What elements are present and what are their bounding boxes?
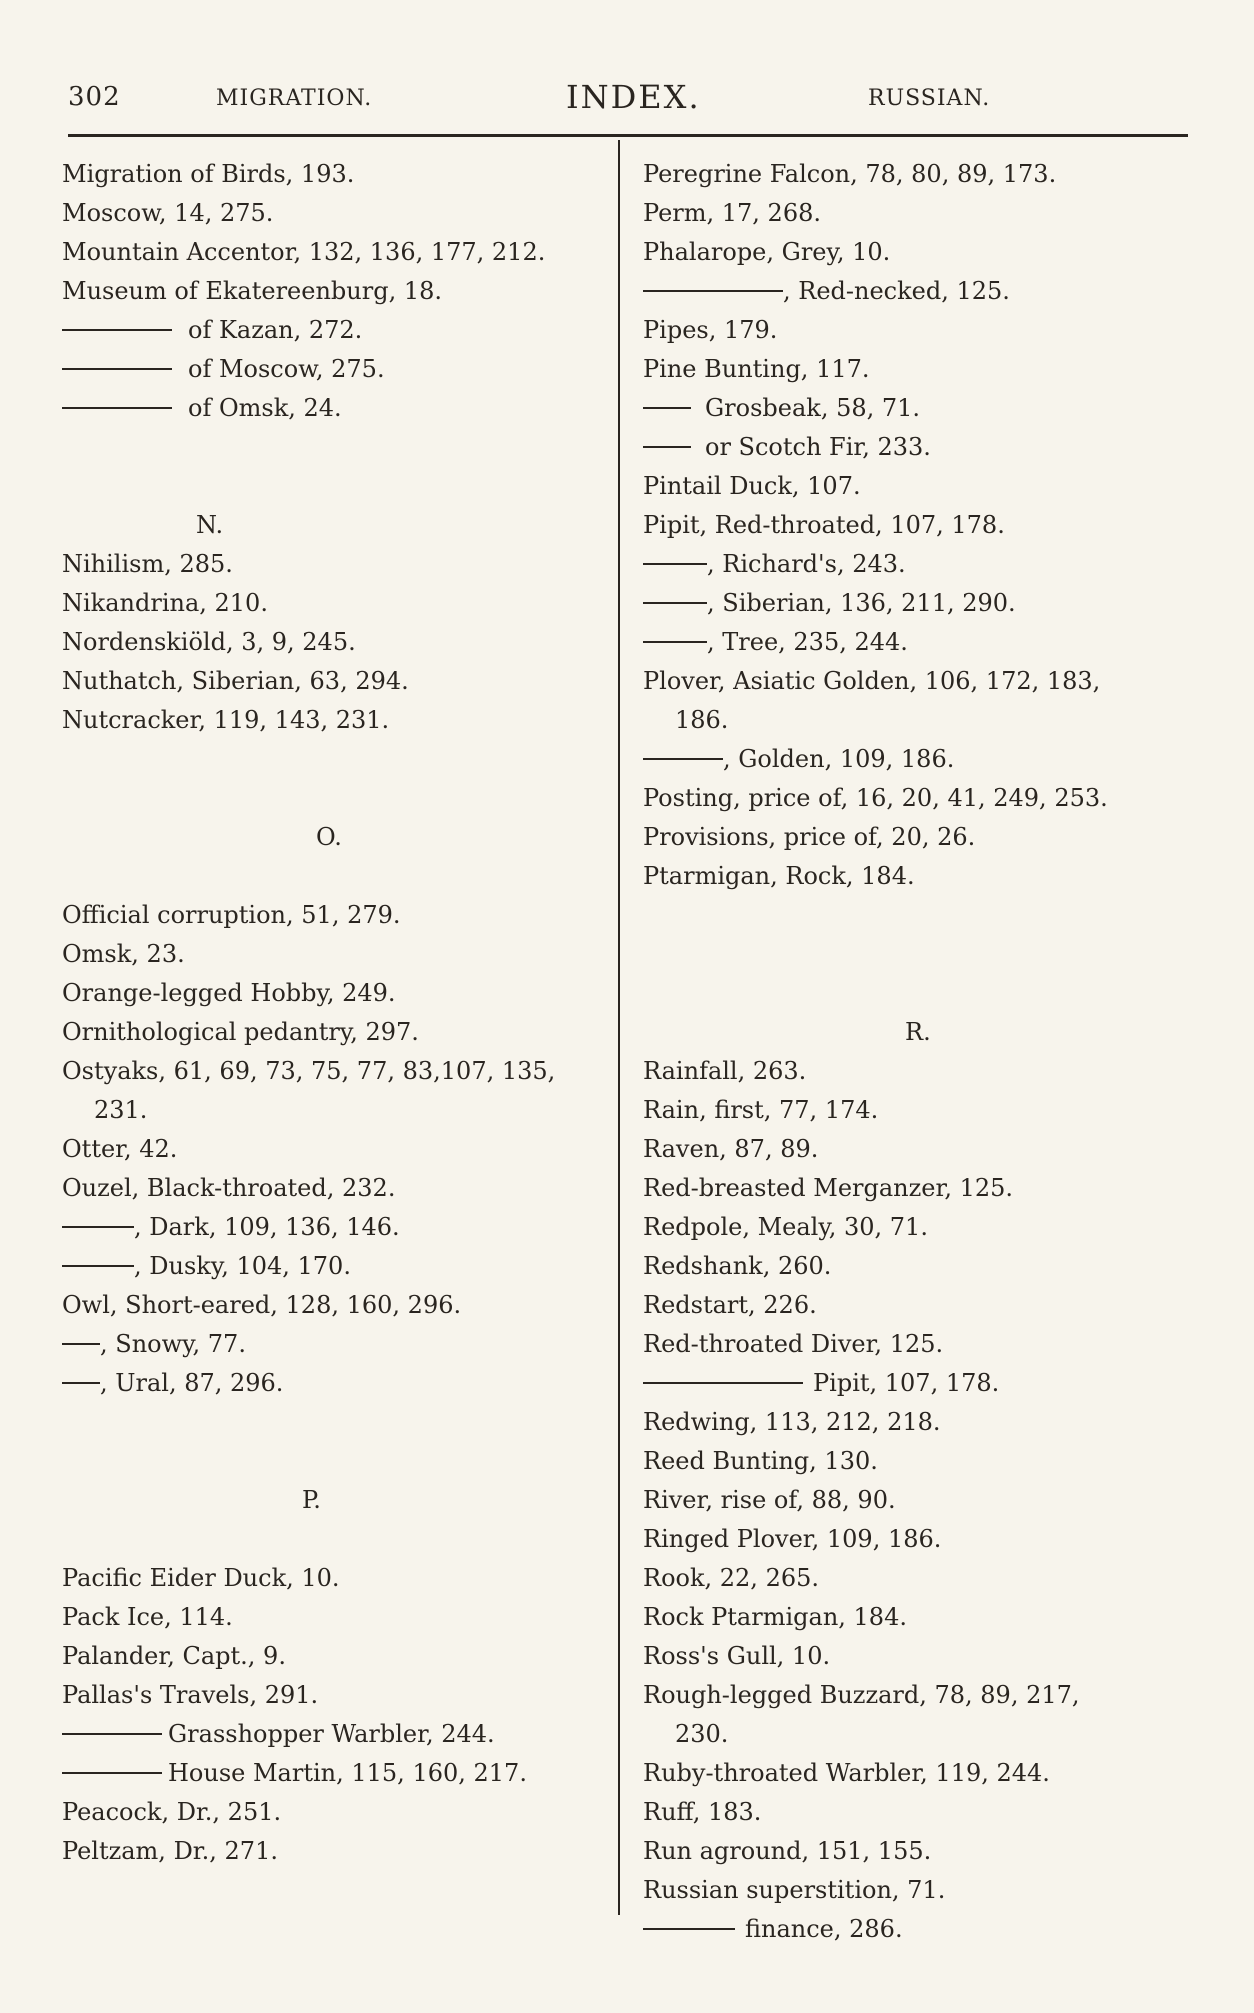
index-entry: Pipit, 107, 178. <box>643 1364 1183 1403</box>
index-entry: Ostyaks, 61, 69, 73, 75, 77, 83,107, 135, <box>62 1057 556 1085</box>
index-entry: Plover, Asiatic Golden, 106, 172, 183, <box>643 667 1101 695</box>
column-divider <box>618 140 620 1915</box>
index-entry: Redstart, 226. <box>643 1291 817 1319</box>
index-entry: Museum of Ekatereenburg, 18. <box>62 277 442 305</box>
index-entry: Nuthatch, Siberian, 63, 294. <box>62 667 409 695</box>
index-entry: Ptarmigan, Rock, 184. <box>643 862 915 890</box>
index-entry: Pack Ice, 114. <box>62 1603 233 1631</box>
index-entry: Provisions, price of, 20, 26. <box>643 823 976 851</box>
index-entry: Owl, Short-eared, 128, 160, 296. <box>62 1291 462 1319</box>
section-letter-p: P. <box>302 1486 321 1514</box>
index-entry: , Golden, 109, 186. <box>643 740 1183 779</box>
index-entry: Nordenskiöld, 3, 9, 245. <box>62 628 356 656</box>
index-entry: Pintail Duck, 107. <box>643 472 861 500</box>
index-entry: Rock Ptarmigan, 184. <box>643 1603 907 1631</box>
index-entry: Run aground, 151, 155. <box>643 1837 932 1865</box>
index-entry: Grosbeak, 58, 71. <box>643 389 1183 428</box>
index-entry: , Dark, 109, 136, 146. <box>62 1208 602 1247</box>
index-entry-continuation: 230. <box>675 1720 729 1748</box>
index-entry: , Snowy, 77. <box>62 1325 602 1364</box>
index-entry: of Moscow, 275. <box>62 350 602 389</box>
index-entry: Rain, first, 77, 174. <box>643 1096 879 1124</box>
index-entry: Perm, 17, 268. <box>643 199 821 227</box>
header-rule <box>68 134 1188 137</box>
index-entry: or Scotch Fir, 233. <box>643 428 1183 467</box>
index-entry: Migration of Birds, 193. <box>62 160 355 188</box>
index-entry: , Richard's, 243. <box>643 545 1183 584</box>
index-entry: Peacock, Dr., 251. <box>62 1798 282 1826</box>
index-entry: , Tree, 235, 244. <box>643 623 1183 662</box>
index-entry: Nikandrina, 210. <box>62 589 268 617</box>
index-entry: , Siberian, 136, 211, 290. <box>643 584 1183 623</box>
index-entry: Redpole, Mealy, 30, 71. <box>643 1213 928 1241</box>
index-entry: of Kazan, 272. <box>62 311 602 350</box>
index-entry: Reed Bunting, 130. <box>643 1447 878 1475</box>
index-entry: Orange-legged Hobby, 249. <box>62 979 396 1007</box>
index-entry-continuation: 186. <box>675 706 729 734</box>
index-entry: Rook, 22, 265. <box>643 1564 820 1592</box>
index-entry: , Red-necked, 125. <box>643 272 1183 311</box>
index-entry: Pipes, 179. <box>643 316 778 344</box>
index-entry: of Omsk, 24. <box>62 389 602 428</box>
page-header <box>0 0 1254 125</box>
right-running-head: RUSSIAN. <box>868 86 991 111</box>
index-entry: Pacific Eider Duck, 10. <box>62 1564 340 1592</box>
index-entry: Grasshopper Warbler, 244. <box>62 1715 602 1754</box>
index-entry: Nihilism, 285. <box>62 550 233 578</box>
index-entry: Ruby-throated Warbler, 119, 244. <box>643 1759 1050 1787</box>
index-entry: Peltzam, Dr., 271. <box>62 1837 278 1865</box>
index-entry: Redshank, 260. <box>643 1252 832 1280</box>
index-column-right <box>643 155 1183 1949</box>
index-column-left <box>62 155 602 1871</box>
index-entry: Official corruption, 51, 279. <box>62 901 401 929</box>
index-entry: Posting, price of, 16, 20, 41, 249, 253. <box>643 784 1108 812</box>
index-entry: Pipit, Red-throated, 107, 178. <box>643 511 1005 539</box>
index-entry: Otter, 42. <box>62 1135 178 1163</box>
index-entry: finance, 286. <box>643 1910 1183 1949</box>
index-entry: River, rise of, 88, 90. <box>643 1486 896 1514</box>
page-title: INDEX. <box>566 78 701 116</box>
index-entry: Pallas's Travels, 291. <box>62 1681 319 1709</box>
index-entry: Red-breasted Merganzer, 125. <box>643 1174 1014 1202</box>
index-entry: Ross's Gull, 10. <box>643 1642 831 1670</box>
index-entry: Moscow, 14, 275. <box>62 199 274 227</box>
index-entry: Ringed Plover, 109, 186. <box>643 1525 942 1553</box>
index-entry: Nutcracker, 119, 143, 231. <box>62 706 390 734</box>
section-letter-r: R. <box>905 1018 931 1046</box>
index-entry: Omsk, 23. <box>62 940 185 968</box>
index-entry: Phalarope, Grey, 10. <box>643 238 891 266</box>
index-entry: Pine Bunting, 117. <box>643 355 870 383</box>
index-entry: Rough-legged Buzzard, 78, 89, 217, <box>643 1681 1080 1709</box>
index-entry: Raven, 87, 89. <box>643 1135 819 1163</box>
index-entry: House Martin, 115, 160, 217. <box>62 1754 602 1793</box>
page-number: 302 <box>68 82 121 112</box>
index-entry: Red-throated Diver, 125. <box>643 1330 944 1358</box>
index-entry: Ouzel, Black-throated, 232. <box>62 1174 396 1202</box>
index-entry: Mountain Accentor, 132, 136, 177, 212. <box>62 238 546 266</box>
section-letter-n: N. <box>196 511 224 539</box>
index-entry: Ruff, 183. <box>643 1798 762 1826</box>
index-entry: , Ural, 87, 296. <box>62 1364 602 1403</box>
index-entry: Russian superstition, 71. <box>643 1876 946 1904</box>
index-entry: Palander, Capt., 9. <box>62 1642 286 1670</box>
index-entry: , Dusky, 104, 170. <box>62 1247 602 1286</box>
index-entry: Redwing, 113, 212, 218. <box>643 1408 941 1436</box>
section-letter-o: O. <box>316 823 342 851</box>
index-entry: Ornithological pedantry, 297. <box>62 1018 419 1046</box>
left-running-head: MIGRATION. <box>216 86 373 111</box>
index-entry: Rainfall, 263. <box>643 1057 807 1085</box>
index-entry-continuation: 231. <box>94 1096 148 1124</box>
index-entry: Peregrine Falcon, 78, 80, 89, 173. <box>643 160 1057 188</box>
